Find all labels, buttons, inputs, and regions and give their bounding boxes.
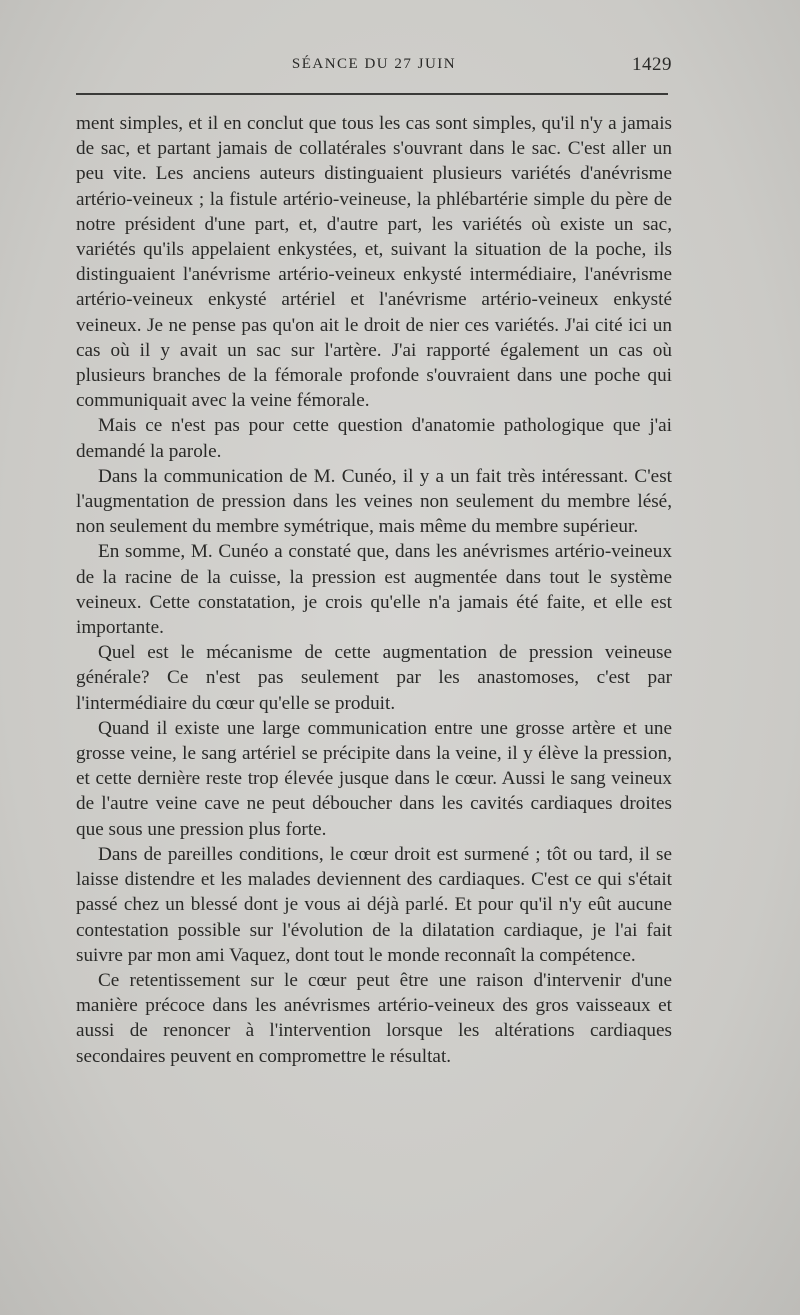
- paragraph: Quand il existe une large communication entre une grosse artère et une grosse veine, le sang artériel se précipite dans la veine, il y élève la pression, et cette dernière reste trop élevée jusque dans le cœur. Aussi le sang veineux de l'autre veine cave ne peut déboucher dans les cavités cardiaques droites que sous une pression plus forte.: [76, 717, 672, 840]
- paragraph: Dans la communication de M. Cunéo, il y a un fait très intéressant. C'est l'augmentation de pression dans les veines non seulement du membre lésé, non seulement du membre symétrique, mais même du membre supérieur.: [76, 465, 672, 538]
- body-text: [76, 111, 672, 1069]
- paragraph: Ce retentissement sur le cœur peut être une raison d'intervenir d'une manière précoce dans les anévrismes artério-veineux des gros vaisseaux et aussi de renoncer à l'intervention lorsque les altérations cardiaques secondaires peuvent en compromettre le résultat.: [76, 969, 672, 1067]
- paragraph: Mais ce n'est pas pour cette question d'anatomie pathologique que j'ai demandé la parole.: [76, 415, 672, 462]
- paragraph: Dans de pareilles conditions, le cœur droit est surmené ; tôt ou tard, il se laisse distendre et les malades deviennent des cardiaques. C'est ce qui s'était passé chez un blessé dont je vous ai déjà parlé. Et pour qu'il n'y eût aucune contestation possible sur l'évolution de la dilatation cardiaque, je l'ai fait suivre par mon ami Vaquez, dont tout le monde reconnaît la compétence.: [76, 843, 672, 966]
- page-number: 1429: [632, 54, 672, 75]
- paragraph: En somme, M. Cunéo a constaté que, dans les anévrismes artério-veineux de la racine de la cuisse, la pression est augmentée dans tout le système veineux. Cette constatation, je crois qu'elle n'a jamais été faite, et elle est importante.: [76, 541, 672, 639]
- running-title: SÉANCE DU 27 JUIN: [291, 56, 457, 72]
- header-rule: [76, 93, 668, 95]
- paragraph: Quel est le mécanisme de cette augmentation de pression veineuse générale? Ce n'est pas seulement par les anastomoses, c'est par l'intermédiaire du cœur qu'elle se produit.: [76, 642, 672, 714]
- running-head: [76, 56, 672, 80]
- paragraph: ment simples, et il en conclut que tous les cas sont simples, qu'il n'y a jamais de sac, et partant jamais de collatérales s'ouvrant dans le sac. C'est aller un peu vite. Les anciens auteurs distinguaient plusieurs variétés d'anévrisme artério-veineux ; la fistule artério-veineuse, la phlébartérie simple du père de notre président d'une part, et, d'autre part, les variétés où existe un sac, variétés qu'ils appelaient enkystées, et, suivant la situation de la poche, ils distinguaient l'anévrisme artério-veineux enkysté intermédiaire, l'anévrisme artério-veineux enkysté artériel et l'anévrisme artério-veineux enkysté veineux. Je ne pense pas qu'on ait le droit de nier ces variétés. J'ai cité ici un cas où il y avait un sac sur l'artère. J'ai rapporté également un cas où plusieurs branches de la fémorale profonde s'ouvraient dans une poche qui communiquait avec la veine fémorale.: [76, 113, 672, 412]
